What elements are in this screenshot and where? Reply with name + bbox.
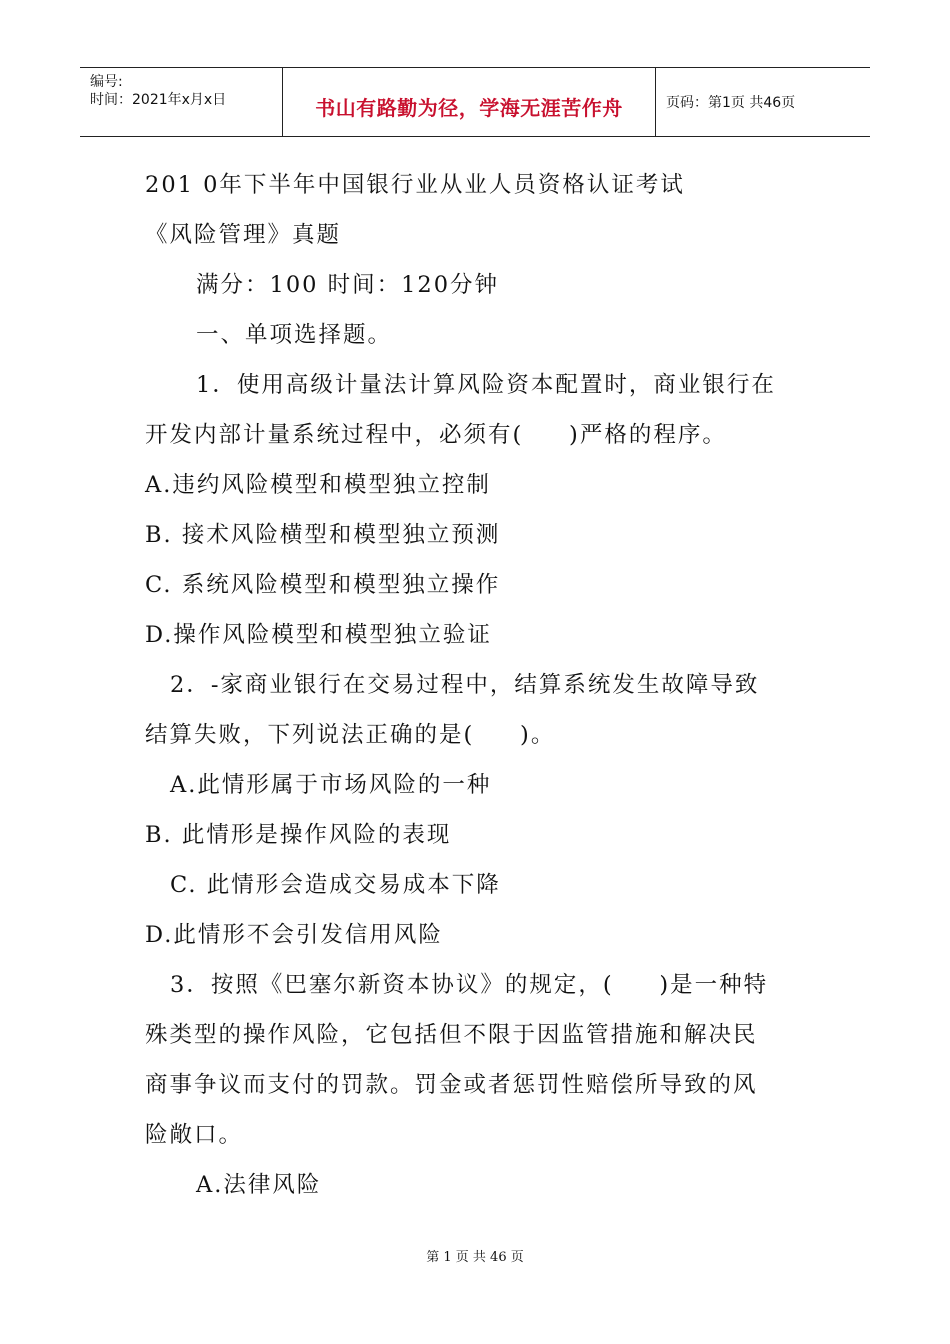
header-left-cell [80,68,282,136]
question-text-line: 殊类型的操作风险，它包括但不限于因监管措施和解决民 [145,1022,758,1048]
document-title-line1: 201 0年下半年中国银行业从业人员资格认证考试 [145,172,685,198]
document-title-line2: 《风险管理》真题 [145,222,342,248]
answer-option: C. 系统风险模型和模型独立操作 [145,572,501,598]
answer-option: D.此情形不会引发信用风险 [145,922,443,948]
question-text-line: 2．-家商业银行在交易过程中，结算系统发生故障导致 [170,672,760,698]
question-text-line: 险敞口。 [145,1122,244,1148]
answer-option: D.操作风险模型和模型独立验证 [145,622,492,648]
answer-option: A.此情形属于市场风险的一种 [170,772,492,798]
answer-option: A.法律风险 [196,1172,322,1198]
question-text-line: 3．按照《巴塞尔新资本协议》的规定，( )是一种特 [170,972,769,998]
question-text-line: 1．使用高级计量法计算风险资本配置时，商业银行在 [196,372,776,398]
header-right-cell [656,68,870,136]
question-text-line: 结算失败，下列说法正确的是( )。 [145,722,556,748]
exam-meta: 满分：100 时间：120分钟 [196,272,500,298]
time-label: 时间：2021年x月x日 [90,92,227,108]
answer-option: B. 此情形是操作风险的表现 [145,822,452,848]
motto-text: 书山有路勤为径，学海无涯苦作舟 [315,96,623,120]
answer-option: A.违约风险模型和模型独立控制 [145,472,491,498]
answer-option: B. 接术风险横型和模型独立预测 [145,522,501,548]
page-info: 页码：第1页 共46页 [666,95,796,111]
page-footer: 第 1 页 共 46 页 [426,1250,524,1265]
question-text-line: 商事争议而支付的罚款。罚金或者惩罚性赔偿所导致的风 [145,1072,758,1098]
answer-option: C. 此情形会造成交易成本下降 [170,872,501,898]
question-text-line: 开发内部计量系统过程中，必须有( )严格的程序。 [145,422,727,448]
number-label: 编号: [90,74,123,90]
section-heading: 一、单项选择题。 [196,322,393,348]
header-center-cell [282,68,656,136]
page-header [80,67,870,137]
